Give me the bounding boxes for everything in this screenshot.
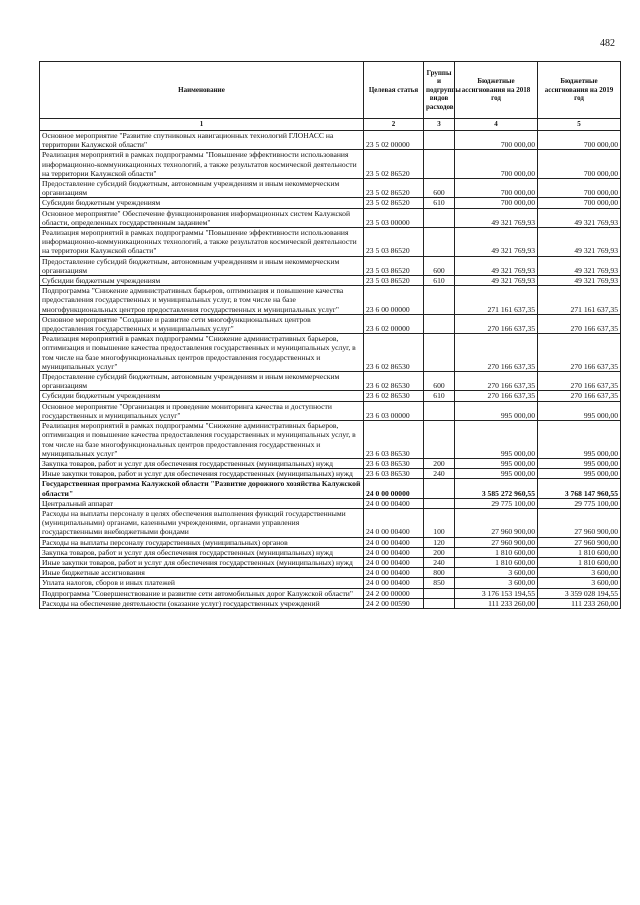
row-expense-group: 800 bbox=[424, 568, 455, 578]
row-target-code: 23 5 02 00000 bbox=[364, 131, 424, 150]
row-name: Предоставление субсидий бюджетным, автономным учреждениям и иным некоммерческим организациям bbox=[40, 256, 364, 275]
table-row bbox=[40, 421, 621, 459]
table-row bbox=[40, 557, 621, 567]
row-expense-group bbox=[424, 498, 455, 508]
row-target-code: 23 5 03 86520 bbox=[364, 276, 424, 286]
table-row bbox=[40, 334, 621, 372]
row-name: Предоставление субсидий бюджетным, автономным учреждениям и иным некоммерческим организациям bbox=[40, 372, 364, 391]
table-row bbox=[40, 391, 621, 401]
row-name: Субсидии бюджетным учреждениям bbox=[40, 276, 364, 286]
row-expense-group bbox=[424, 131, 455, 150]
header-code: Целевая статья bbox=[364, 62, 424, 119]
table-row bbox=[40, 469, 621, 479]
row-target-code: 24 0 00 00400 bbox=[364, 547, 424, 557]
row-name: Иные закупки товаров, работ и услуг для обеспечения государственных (муниципальных) нужд bbox=[40, 469, 364, 479]
row-amount-2018: 270 166 637,35 bbox=[455, 334, 538, 372]
row-name: Расходы на выплаты персоналу в целях обеспечения выполнения функций государственными (муниципальными) органами, казенными учреждениями, органами управления государственными внебюджетными фондами bbox=[40, 508, 364, 537]
row-target-code: 23 6 03 86530 bbox=[364, 469, 424, 479]
row-target-code: 24 0 00 00400 bbox=[364, 508, 424, 537]
row-name: Основное мероприятие "Создание и развитие сети многофункциональных центров предоставления государственных и муниципальных услуг" bbox=[40, 314, 364, 333]
table-header bbox=[40, 62, 621, 131]
row-target-code: 24 0 00 00400 bbox=[364, 537, 424, 547]
table-row bbox=[40, 588, 621, 598]
row-amount-2018: 111 233 260,00 bbox=[455, 598, 538, 608]
row-amount-2019: 700 000,00 bbox=[538, 198, 621, 208]
table-row bbox=[40, 458, 621, 468]
row-expense-group: 600 bbox=[424, 372, 455, 391]
row-expense-group: 600 bbox=[424, 179, 455, 198]
table-row bbox=[40, 508, 621, 537]
row-name: Реализация мероприятий в рамках подпрограммы "Повышение эффективности использования информационно-коммуникационных технологий, а также результатов космической деятельности на территории Калужской области" bbox=[40, 228, 364, 257]
row-amount-2019: 3 359 028 194,55 bbox=[538, 588, 621, 598]
row-amount-2019: 111 233 260,00 bbox=[538, 598, 621, 608]
row-target-code: 23 5 03 00000 bbox=[364, 208, 424, 227]
row-name: Реализация мероприятий в рамках подпрограммы "Снижение административных барьеров, оптимизация и повышение качества предоставления государственных и муниципальных услуг, в том числе на базе многофункциональных центров предоставления государственных и муниципальных услуг" bbox=[40, 334, 364, 372]
row-name: Подпрограмма "Совершенствование и развитие сети автомобильных дорог Калужской области" bbox=[40, 588, 364, 598]
row-amount-2018: 3 585 272 960,55 bbox=[455, 479, 538, 498]
row-amount-2019: 27 960 900,00 bbox=[538, 537, 621, 547]
row-target-code: 23 6 03 86530 bbox=[364, 458, 424, 468]
row-amount-2019: 270 166 637,35 bbox=[538, 334, 621, 372]
row-amount-2019: 995 000,00 bbox=[538, 401, 621, 420]
row-amount-2018: 995 000,00 bbox=[455, 401, 538, 420]
row-expense-group bbox=[424, 401, 455, 420]
row-amount-2018: 700 000,00 bbox=[455, 150, 538, 179]
row-amount-2018: 271 161 637,35 bbox=[455, 286, 538, 315]
row-amount-2018: 270 166 637,35 bbox=[455, 372, 538, 391]
row-expense-group: 610 bbox=[424, 198, 455, 208]
row-expense-group: 240 bbox=[424, 557, 455, 567]
row-amount-2019: 1 810 600,00 bbox=[538, 557, 621, 567]
row-target-code: 23 5 02 86520 bbox=[364, 179, 424, 198]
row-name: Субсидии бюджетным учреждениям bbox=[40, 198, 364, 208]
row-amount-2019: 27 960 900,00 bbox=[538, 508, 621, 537]
row-amount-2018: 995 000,00 bbox=[455, 458, 538, 468]
table-row bbox=[40, 256, 621, 275]
row-amount-2019: 49 321 769,93 bbox=[538, 208, 621, 227]
row-expense-group bbox=[424, 479, 455, 498]
row-target-code: 24 2 00 00000 bbox=[364, 588, 424, 598]
row-expense-group bbox=[424, 334, 455, 372]
table-row bbox=[40, 179, 621, 198]
row-target-code: 24 0 00 00400 bbox=[364, 557, 424, 567]
column-number: 4 bbox=[455, 119, 538, 131]
header-2019: Бюджетные ассигнования на 2019 год bbox=[538, 62, 621, 119]
row-expense-group: 850 bbox=[424, 578, 455, 588]
table-row bbox=[40, 208, 621, 227]
table-row bbox=[40, 286, 621, 315]
row-expense-group bbox=[424, 588, 455, 598]
row-expense-group: 610 bbox=[424, 276, 455, 286]
row-name: Предоставление субсидий бюджетным, автономным учреждениям и иным некоммерческим организациям bbox=[40, 179, 364, 198]
row-name: Иные бюджетные ассигнования bbox=[40, 568, 364, 578]
table-row bbox=[40, 131, 621, 150]
row-amount-2018: 995 000,00 bbox=[455, 421, 538, 459]
table-row bbox=[40, 198, 621, 208]
row-amount-2018: 3 176 153 194,55 bbox=[455, 588, 538, 598]
row-expense-group: 100 bbox=[424, 508, 455, 537]
table-row bbox=[40, 228, 621, 257]
row-target-code: 23 6 02 86530 bbox=[364, 391, 424, 401]
row-target-code: 23 6 00 00000 bbox=[364, 286, 424, 315]
row-amount-2019: 995 000,00 bbox=[538, 469, 621, 479]
header-name: Наименование bbox=[40, 62, 364, 119]
row-amount-2019: 3 600,00 bbox=[538, 578, 621, 588]
column-number: 3 bbox=[424, 119, 455, 131]
table-row bbox=[40, 598, 621, 608]
row-expense-group bbox=[424, 421, 455, 459]
table-row bbox=[40, 276, 621, 286]
row-name: Реализация мероприятий в рамках подпрограммы "Снижение административных барьеров, оптимизация и повышение качества предоставления государственных и муниципальных услуг, в том числе на базе многофункциональных центров предоставления государственных и муниципальных услуг" bbox=[40, 421, 364, 459]
row-expense-group: 610 bbox=[424, 391, 455, 401]
row-amount-2019: 995 000,00 bbox=[538, 458, 621, 468]
row-expense-group bbox=[424, 598, 455, 608]
table-row bbox=[40, 401, 621, 420]
row-name: Уплата налогов, сборов и иных платежей bbox=[40, 578, 364, 588]
row-amount-2018: 49 321 769,93 bbox=[455, 208, 538, 227]
row-amount-2018: 700 000,00 bbox=[455, 198, 538, 208]
row-expense-group: 240 bbox=[424, 469, 455, 479]
row-target-code: 23 5 03 86520 bbox=[364, 256, 424, 275]
row-amount-2018: 270 166 637,35 bbox=[455, 391, 538, 401]
row-expense-group bbox=[424, 286, 455, 315]
header-group: Группы и подгруппы видов расходов bbox=[424, 62, 455, 119]
row-amount-2018: 29 775 100,00 bbox=[455, 498, 538, 508]
row-amount-2019: 3 600,00 bbox=[538, 568, 621, 578]
row-amount-2018: 49 321 769,93 bbox=[455, 256, 538, 275]
row-name: Государственная программа Калужской области "Развитие дорожного хозяйства Калужской области" bbox=[40, 479, 364, 498]
row-name: Иные закупки товаров, работ и услуг для обеспечения государственных (муниципальных) нужд bbox=[40, 557, 364, 567]
table-row bbox=[40, 479, 621, 498]
row-name: Основное мероприятие" Обеспечение функционирования информационных систем Калужской области, определенных государственным заданием" bbox=[40, 208, 364, 227]
table-row bbox=[40, 578, 621, 588]
row-amount-2018: 1 810 600,00 bbox=[455, 547, 538, 557]
row-name: Закупка товаров, работ и услуг для обеспечения государственных (муниципальных) нужд bbox=[40, 547, 364, 557]
row-amount-2019: 1 810 600,00 bbox=[538, 547, 621, 557]
row-expense-group: 200 bbox=[424, 547, 455, 557]
row-amount-2018: 49 321 769,93 bbox=[455, 276, 538, 286]
table-row bbox=[40, 372, 621, 391]
row-amount-2018: 995 000,00 bbox=[455, 469, 538, 479]
header-2018: Бюджетные ассигнования на 2018 год bbox=[455, 62, 538, 119]
table-row bbox=[40, 568, 621, 578]
column-number: 1 bbox=[40, 119, 364, 131]
row-target-code: 24 0 00 00400 bbox=[364, 498, 424, 508]
row-expense-group bbox=[424, 228, 455, 257]
row-amount-2019: 49 321 769,93 bbox=[538, 228, 621, 257]
row-expense-group: 600 bbox=[424, 256, 455, 275]
row-amount-2019: 270 166 637,35 bbox=[538, 314, 621, 333]
row-amount-2019: 271 161 637,35 bbox=[538, 286, 621, 315]
row-amount-2019: 3 768 147 960,55 bbox=[538, 479, 621, 498]
row-amount-2018: 700 000,00 bbox=[455, 131, 538, 150]
row-name: Основное мероприятие "Развитие спутниковых навигационных технологий ГЛОНАСС на территории Калужской области" bbox=[40, 131, 364, 150]
row-amount-2019: 49 321 769,93 bbox=[538, 276, 621, 286]
row-target-code: 24 0 00 00400 bbox=[364, 578, 424, 588]
row-amount-2019: 700 000,00 bbox=[538, 179, 621, 198]
row-amount-2018: 27 960 900,00 bbox=[455, 537, 538, 547]
row-amount-2019: 270 166 637,35 bbox=[538, 391, 621, 401]
row-target-code: 24 2 00 00590 bbox=[364, 598, 424, 608]
row-amount-2019: 270 166 637,35 bbox=[538, 372, 621, 391]
row-target-code: 23 6 02 00000 bbox=[364, 314, 424, 333]
budget-table bbox=[39, 61, 621, 609]
column-number: 5 bbox=[538, 119, 621, 131]
row-amount-2019: 700 000,00 bbox=[538, 131, 621, 150]
row-amount-2019: 700 000,00 bbox=[538, 150, 621, 179]
row-amount-2018: 3 600,00 bbox=[455, 568, 538, 578]
row-amount-2018: 49 321 769,93 bbox=[455, 228, 538, 257]
row-expense-group bbox=[424, 150, 455, 179]
row-amount-2018: 700 000,00 bbox=[455, 179, 538, 198]
column-number: 2 bbox=[364, 119, 424, 131]
row-target-code: 24 0 00 00400 bbox=[364, 568, 424, 578]
row-target-code: 23 5 03 86520 bbox=[364, 228, 424, 257]
row-target-code: 23 6 03 00000 bbox=[364, 401, 424, 420]
row-amount-2018: 3 600,00 bbox=[455, 578, 538, 588]
page-number: 482 bbox=[600, 38, 615, 49]
table-row bbox=[40, 547, 621, 557]
table-row bbox=[40, 150, 621, 179]
row-expense-group bbox=[424, 314, 455, 333]
row-name: Центральный аппарат bbox=[40, 498, 364, 508]
row-name: Подпрограмма "Снижение административных барьеров, оптимизация и повышение качества предоставления государственных и муниципальных услуг, в том числе на базе многофункциональных центров предоставления государственных и муниципальных услуг" bbox=[40, 286, 364, 315]
row-target-code: 24 0 00 00000 bbox=[364, 479, 424, 498]
row-expense-group: 200 bbox=[424, 458, 455, 468]
row-name: Расходы на выплаты персоналу государственных (муниципальных) органов bbox=[40, 537, 364, 547]
row-amount-2019: 29 775 100,00 bbox=[538, 498, 621, 508]
table-row bbox=[40, 498, 621, 508]
row-name: Закупка товаров, работ и услуг для обеспечения государственных (муниципальных) нужд bbox=[40, 458, 364, 468]
table-row bbox=[40, 314, 621, 333]
row-target-code: 23 6 02 86530 bbox=[364, 334, 424, 372]
row-name: Расходы на обеспечение деятельности (оказание услуг) государственных учреждений bbox=[40, 598, 364, 608]
row-amount-2018: 27 960 900,00 bbox=[455, 508, 538, 537]
row-expense-group: 120 bbox=[424, 537, 455, 547]
row-expense-group bbox=[424, 208, 455, 227]
row-target-code: 23 6 03 86530 bbox=[364, 421, 424, 459]
row-name: Реализация мероприятий в рамках подпрограммы "Повышение эффективности использования информационно-коммуникационных технологий, а также результатов космической деятельности на территории Калужской области" bbox=[40, 150, 364, 179]
row-name: Субсидии бюджетным учреждениям bbox=[40, 391, 364, 401]
table-row bbox=[40, 537, 621, 547]
row-amount-2019: 49 321 769,93 bbox=[538, 256, 621, 275]
row-amount-2019: 995 000,00 bbox=[538, 421, 621, 459]
row-target-code: 23 5 02 86520 bbox=[364, 150, 424, 179]
row-target-code: 23 6 02 86530 bbox=[364, 372, 424, 391]
row-amount-2018: 270 166 637,35 bbox=[455, 314, 538, 333]
column-number-row bbox=[40, 119, 621, 131]
row-amount-2018: 1 810 600,00 bbox=[455, 557, 538, 567]
row-name: Основное мероприятие "Организация и проведение мониторинга качества и доступности государственных и муниципальных услуг" bbox=[40, 401, 364, 420]
table-body bbox=[40, 131, 621, 609]
row-target-code: 23 5 02 86520 bbox=[364, 198, 424, 208]
